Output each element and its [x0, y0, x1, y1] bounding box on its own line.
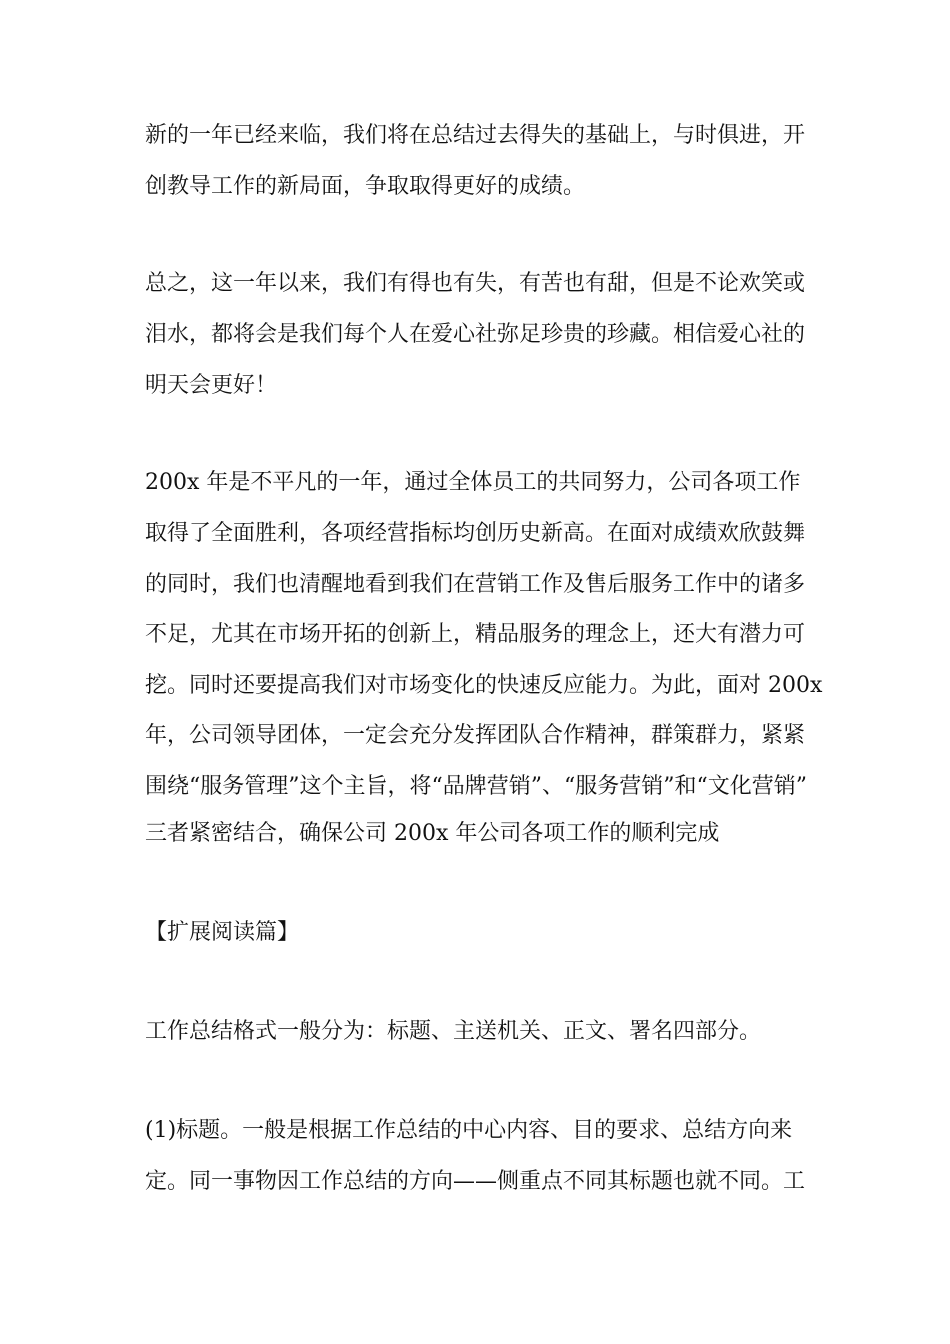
paragraph-2-line-1: 总之，这一年以来，我们有得也有失，有苦也有甜，但是不论欢笑或 — [145, 271, 806, 296]
paragraph-3-line-1: 200x 年是不平凡的一年，通过全体员工的共同努力，公司各项工作 — [145, 470, 801, 495]
paragraph-6-line-1: (1)标题。一般是根据工作总结的中心内容、目的要求、总结方向来 — [145, 1118, 793, 1143]
paragraph-3-line-4: 不足，尤其在市场开拓的创新上，精品服务的理念上，还大有潜力可 — [145, 622, 806, 647]
paragraph-6-line-2: 定。同一事物因工作总结的方向——侧重点不同其标题也就不同。工 — [145, 1169, 806, 1194]
paragraph-3-line-2: 取得了全面胜利，各项经营指标均创历史新高。在面对成绩欢欣鼓舞 — [145, 521, 806, 546]
paragraph-2-line-3: 明天会更好！ — [145, 373, 278, 398]
paragraph-3-line-3: 的同时，我们也清醒地看到我们在营销工作及售后服务工作中的诸多 — [145, 572, 806, 597]
paragraph-3-line-7: 围绕“服务管理”这个主旨，将“品牌营销”、“服务营销”和“文化营销” — [145, 774, 807, 799]
paragraph-1-line-1: 新的一年已经来临，我们将在总结过去得失的基础上，与时俱进，开 — [145, 123, 806, 148]
section-heading: 【扩展阅读篇】 — [145, 920, 300, 945]
paragraph-3-line-6: 年，公司领导团体，一定会充分发挥团队合作精神，群策群力，紧紧 — [145, 723, 806, 748]
paragraph-5-line-1: 工作总结格式一般分为：标题、主送机关、正文、署名四部分。 — [145, 1019, 762, 1044]
paragraph-2-line-2: 泪水，都将会是我们每个人在爱心社弥足珍贵的珍藏。相信爱心社的 — [145, 322, 806, 347]
paragraph-3-line-5: 挖。同时还要提高我们对市场变化的快速反应能力。为此，面对 200x — [145, 673, 823, 698]
paragraph-3-line-8: 三者紧密结合，确保公司 200x 年公司各项工作的顺利完成 — [145, 821, 720, 846]
paragraph-1-line-2: 创教导工作的新局面，争取取得更好的成绩。 — [145, 174, 586, 199]
